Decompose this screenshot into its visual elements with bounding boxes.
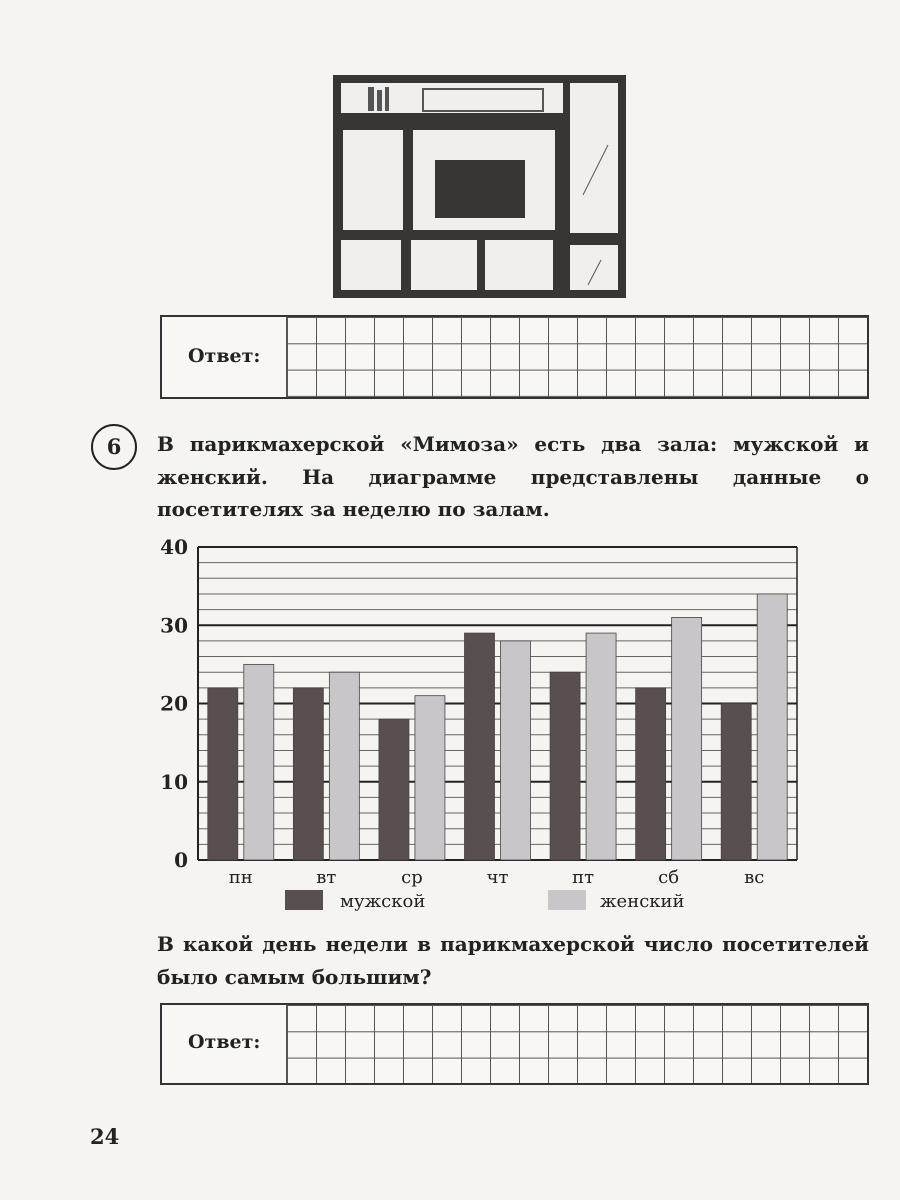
x-tick-label: вт: [316, 867, 337, 888]
bar-male-ср: [379, 719, 409, 860]
y-tick-label: 10: [160, 769, 188, 794]
bar-female-сб: [672, 617, 702, 860]
bar-male-пн: [208, 688, 238, 860]
answer-label: Ответ:: [188, 1031, 261, 1053]
page-number: 24: [90, 1124, 120, 1149]
answer-label: Ответ:: [188, 345, 261, 367]
x-tick-label: чт: [486, 867, 509, 888]
answer-grid[interactable]: [286, 1005, 867, 1083]
bar-female-вт: [329, 672, 359, 860]
bar-male-пт: [550, 672, 580, 860]
legend-swatch-female: [548, 890, 586, 910]
x-tick-label: пт: [572, 867, 595, 888]
x-tick-label: пн: [228, 867, 253, 888]
question-number: 6: [91, 424, 137, 470]
y-tick-label: 0: [174, 848, 188, 872]
bar-female-пн: [244, 664, 274, 860]
y-tick-label: 40: [160, 535, 188, 559]
furniture-illustration: [333, 75, 626, 298]
legend-swatch-male: [285, 890, 323, 910]
x-tick-label: ср: [401, 867, 423, 888]
bar-male-сб: [636, 688, 666, 860]
y-tick-label: 20: [160, 691, 188, 716]
x-tick-label: сб: [658, 867, 680, 888]
question-prompt: В какой день недели в парикмахерской число посетителей было самым большим?: [157, 932, 869, 989]
bar-female-ср: [415, 696, 445, 860]
x-tick-label: вс: [744, 867, 765, 888]
bar-female-чт: [501, 641, 531, 860]
legend-label: женский: [600, 891, 685, 912]
bar-female-вс: [757, 594, 787, 860]
visitors-bar-chart: [150, 530, 830, 930]
bar-male-вс: [721, 704, 751, 861]
answer-box-6[interactable]: [160, 1003, 869, 1085]
y-tick-label: 30: [160, 613, 188, 638]
question-text: В парикмахерской «Мимоза» есть два зала: мужской и женский. На диаграмме представлены данные о посетителях за неделю по залам.: [157, 432, 869, 521]
bar-male-вт: [293, 688, 323, 860]
legend-label: мужской: [340, 891, 426, 912]
bar-male-чт: [465, 633, 495, 860]
answer-box-5[interactable]: [160, 315, 869, 399]
bar-female-пт: [586, 633, 616, 860]
answer-grid[interactable]: [286, 317, 867, 397]
